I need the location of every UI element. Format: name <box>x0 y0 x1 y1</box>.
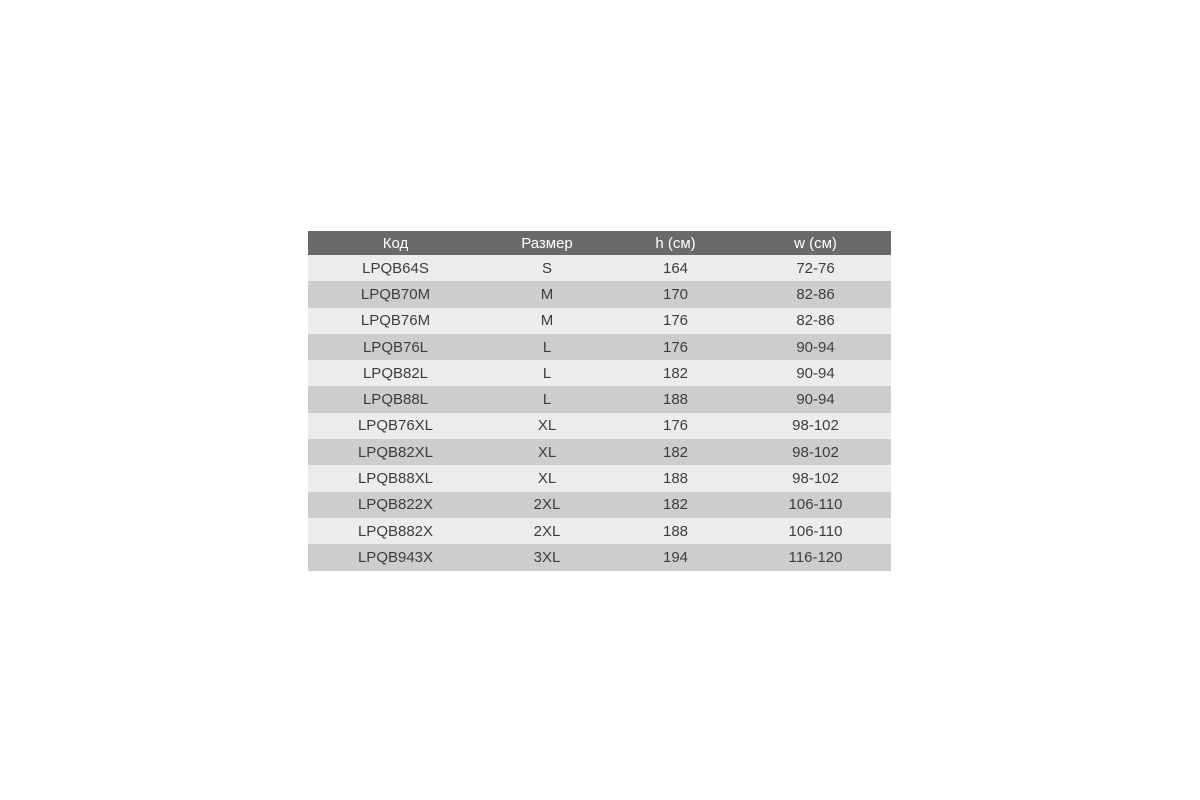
cell-code: LPQB82L <box>362 364 429 382</box>
cell-waist: 98-102 <box>792 443 839 461</box>
cell-waist: 106-110 <box>788 496 843 514</box>
cell-size: 2XL <box>533 522 561 540</box>
cell-height: 164 <box>662 259 689 277</box>
table-row <box>308 413 891 439</box>
cell-height: 176 <box>662 338 689 356</box>
cell-waist: 98-102 <box>792 470 839 488</box>
cell-waist: 82-86 <box>796 312 835 330</box>
cell-waist: 106-110 <box>788 522 843 540</box>
cell-size: L <box>542 364 552 382</box>
cell-code: LPQB70M <box>360 285 431 303</box>
cell-code: LPQB88XL <box>357 470 434 488</box>
cell-code: LPQB822X <box>357 496 434 514</box>
cell-size: 3XL <box>533 548 561 566</box>
header-waist: w (см) <box>794 234 837 252</box>
cell-height: 170 <box>662 285 689 303</box>
cell-code: LPQB943X <box>357 548 434 566</box>
table-row <box>308 518 891 544</box>
cell-size: 2XL <box>533 496 561 514</box>
cell-code: LPQB76M <box>360 312 431 330</box>
table-row <box>308 281 891 307</box>
cell-code: LPQB64S <box>362 259 429 277</box>
cell-height: 188 <box>662 522 689 540</box>
cell-code: LPQB88L <box>362 391 429 409</box>
cell-size: M <box>540 312 554 330</box>
table-header-row <box>308 231 891 255</box>
cell-size: L <box>542 391 552 409</box>
table-row <box>308 308 891 334</box>
cell-height: 188 <box>662 470 689 488</box>
table-row <box>308 360 891 386</box>
cell-size: S <box>541 259 552 277</box>
cell-waist: 116-120 <box>788 548 843 566</box>
size-chart-table <box>308 231 891 571</box>
cell-code: LPQB76XL <box>357 417 434 435</box>
table-row <box>308 492 891 518</box>
cell-size: XL <box>537 470 557 488</box>
table-row <box>308 386 891 412</box>
cell-waist: 90-94 <box>796 338 835 356</box>
cell-height: 176 <box>662 312 689 330</box>
cell-height: 182 <box>662 364 689 382</box>
table-row <box>308 465 891 491</box>
table-row <box>308 334 891 360</box>
cell-waist: 90-94 <box>796 364 835 382</box>
cell-code: LPQB882X <box>357 522 434 540</box>
table-row <box>308 544 891 570</box>
cell-waist: 82-86 <box>796 285 835 303</box>
header-code: Код <box>382 234 409 252</box>
header-size: Размер <box>521 234 573 252</box>
cell-size: L <box>542 338 552 356</box>
cell-size: XL <box>537 417 557 435</box>
cell-waist: 98-102 <box>792 417 839 435</box>
header-height: h (см) <box>655 234 696 252</box>
cell-size: M <box>540 285 554 303</box>
cell-height: 182 <box>662 496 689 514</box>
cell-code: LPQB82XL <box>357 443 434 461</box>
cell-height: 194 <box>662 548 689 566</box>
cell-height: 176 <box>662 417 689 435</box>
cell-waist: 72-76 <box>796 259 835 277</box>
cell-size: XL <box>537 443 557 461</box>
table-row <box>308 255 891 281</box>
cell-code: LPQB76L <box>362 338 429 356</box>
table-row <box>308 439 891 465</box>
cell-height: 188 <box>662 391 689 409</box>
cell-waist: 90-94 <box>796 391 835 409</box>
cell-height: 182 <box>662 443 689 461</box>
